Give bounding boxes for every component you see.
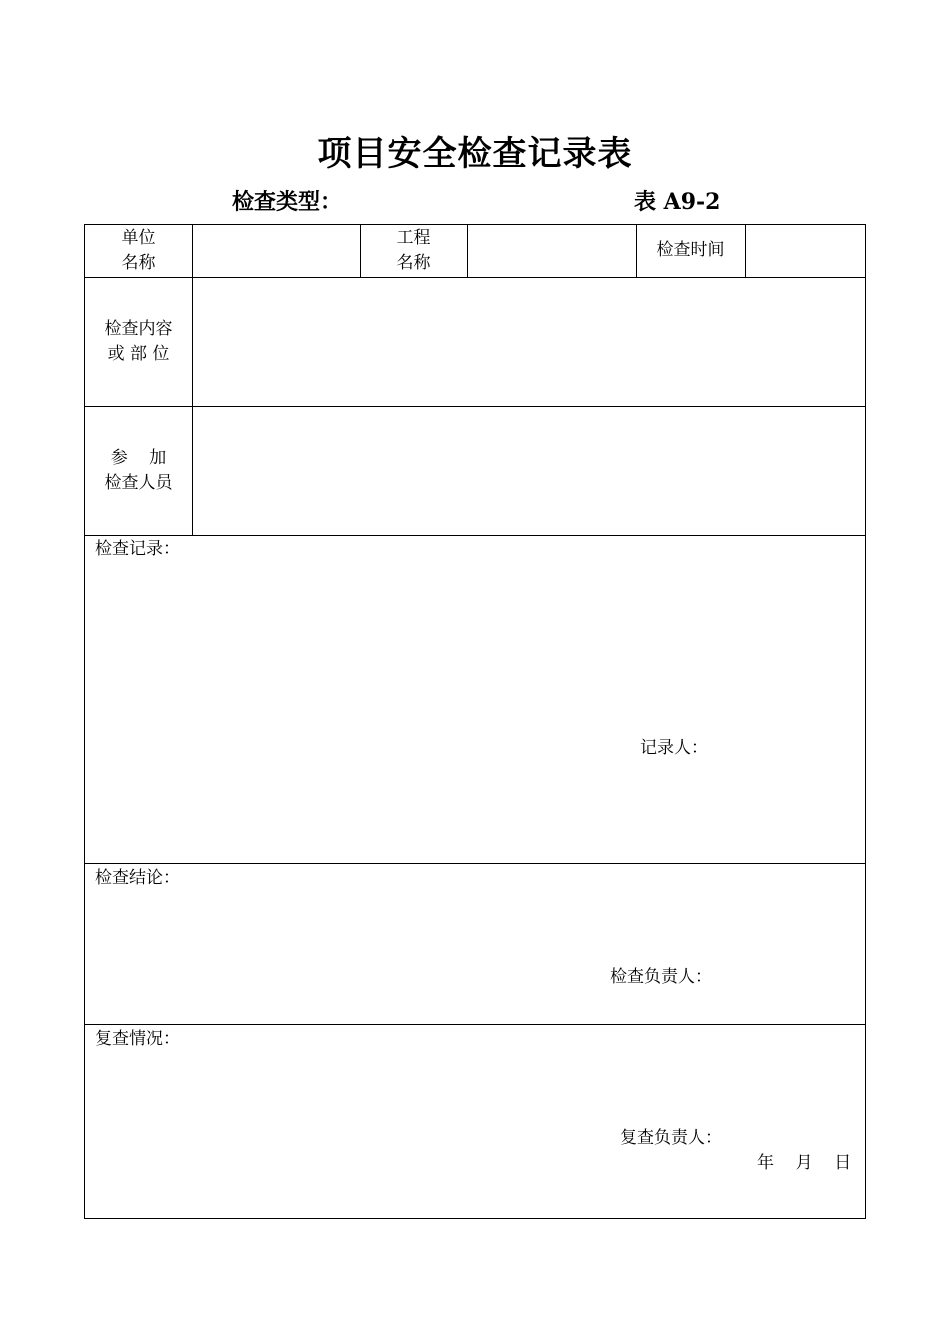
content-location-field[interactable]: [193, 278, 866, 406]
inspection-record-label: 检查记录：: [95, 539, 180, 559]
project-name-label: 工程 名称: [396, 228, 431, 273]
inspection-type-label: 检查类型：: [232, 189, 343, 215]
row-divider: [85, 863, 865, 864]
check-time-field[interactable]: [746, 225, 866, 277]
form-code: 表 A9-2: [634, 189, 721, 215]
content-location-label: 检查内容 或 部 位: [104, 319, 173, 364]
date-line: 年 月 日: [757, 1153, 852, 1173]
unit-name-field[interactable]: [193, 225, 360, 277]
recheck-lead-signature-label: 复查负责人：: [620, 1128, 722, 1148]
form-title: 项目安全检查记录表: [317, 134, 633, 174]
row-divider: [85, 1024, 865, 1025]
inspection-conclusion-label: 检查结论：: [95, 868, 180, 888]
unit-name-label: 单位 名称: [121, 228, 156, 273]
inspection-lead-signature-label: 检查负责人：: [610, 967, 712, 987]
recorder-signature-label: 记录人：: [640, 738, 708, 758]
inspection-form-table: [84, 224, 866, 1219]
participants-label: 参 加 检查人员: [104, 448, 173, 493]
recheck-status-label: 复查情况：: [95, 1029, 180, 1049]
row-divider: [85, 535, 865, 536]
participants-field[interactable]: [193, 407, 866, 535]
check-time-label: 检查时间: [656, 240, 725, 260]
project-name-field[interactable]: [468, 225, 636, 277]
